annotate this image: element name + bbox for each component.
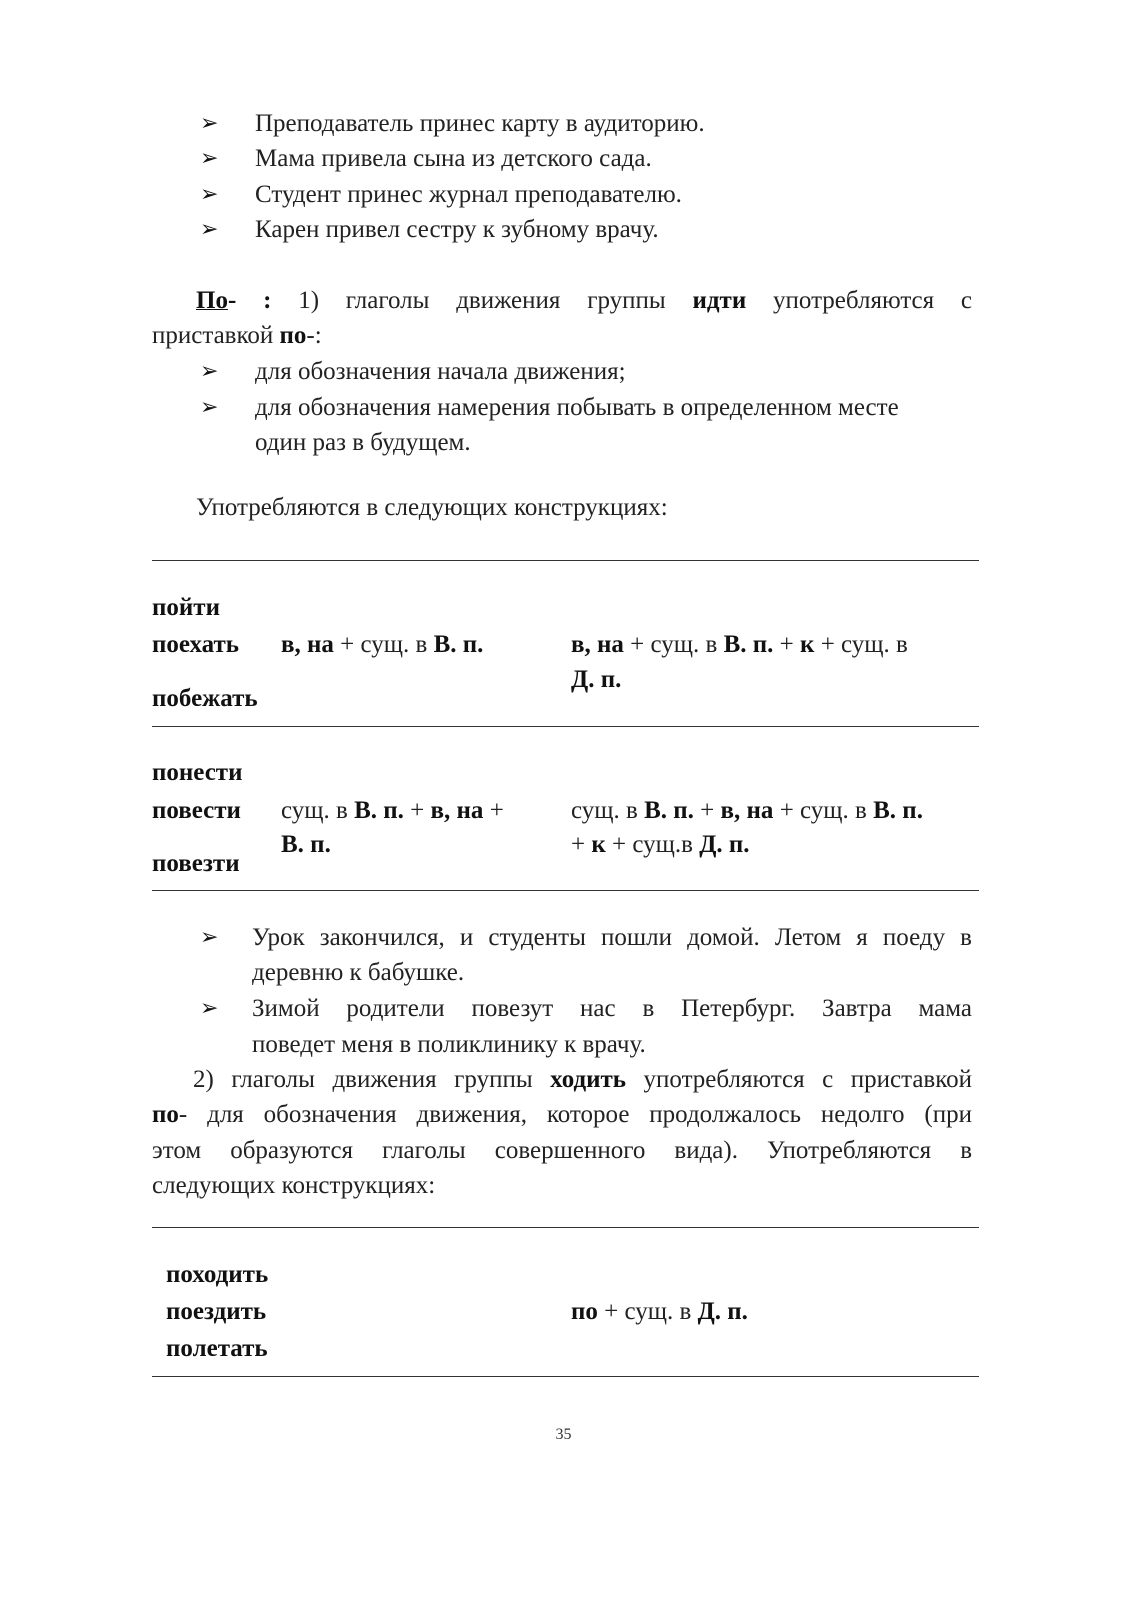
table-rule	[152, 1227, 979, 1228]
example-continuation: деревню к бабушке.	[252, 959, 465, 986]
example-text: Урок закончился, и студенты пошли домой. Летом я поеду в	[252, 924, 972, 951]
prefix-end: -:	[306, 322, 322, 349]
text-fragment: употребляются с приставкой	[626, 1066, 972, 1093]
text-fragment: + сущ. в	[623, 631, 724, 658]
verb-cell: поездить	[166, 1298, 267, 1325]
used-with-text: употребляются с	[773, 287, 973, 314]
bold-fragment: в, на	[281, 631, 334, 658]
bullet-text: Студент принес журнал преподавателю.	[255, 181, 682, 208]
text-fragment: +	[693, 797, 721, 824]
po-heading-line	[196, 283, 972, 319]
bullet-text: Преподаватель принес карту в аудиторию.	[255, 110, 705, 137]
arrow-bullet-icon: ➢	[200, 111, 219, 136]
table-rule	[152, 726, 979, 727]
section2-line-3: этом образуются глаголы совершенного вида). Употребляются в	[152, 1137, 972, 1164]
section2-line-2	[152, 1097, 972, 1133]
verb-cell: понести	[152, 759, 243, 786]
verb-cell: полетать	[166, 1335, 268, 1362]
bold-fragment: В. п.	[281, 831, 331, 858]
bold-fragment: В. п.	[644, 797, 694, 824]
text-fragment: сущ. в	[281, 797, 355, 824]
arrow-bullet-icon: ➢	[200, 925, 219, 950]
verb-cell: повезти	[152, 850, 240, 877]
prefix-label: По	[196, 287, 228, 314]
bullet-text: Мама привела сына из детского сада.	[255, 145, 652, 172]
arrow-bullet-icon: ➢	[200, 359, 219, 384]
text-fragment: +	[483, 797, 504, 824]
text-fragment: + сущ. в	[597, 1298, 698, 1325]
section2-line-1	[193, 1062, 972, 1098]
text-fragment: + сущ. в	[773, 797, 874, 824]
example-continuation: поведет меня в поликлинику к врачу.	[252, 1031, 646, 1058]
construction-cell-cont	[571, 662, 621, 698]
bold-fragment: В. п.	[354, 797, 404, 824]
verb-cell: походить	[166, 1261, 269, 1288]
arrow-bullet-icon: ➢	[200, 182, 219, 207]
construction-cell	[571, 1294, 748, 1330]
po-heading-line-2	[152, 318, 972, 354]
verb-khodit: ходить	[550, 1066, 627, 1093]
text-fragment: 2) глаголы движения группы	[193, 1066, 551, 1093]
table-rule	[152, 1376, 979, 1377]
text-fragment: + сущ. в	[814, 631, 908, 658]
construction-cell	[571, 793, 923, 829]
constructions-label: Употребляются в следующих конструкциях:	[196, 494, 668, 521]
bold-fragment: в, на	[571, 631, 624, 658]
bold-fragment: в, на	[720, 797, 774, 824]
bold-fragment: по	[571, 1298, 598, 1325]
construction-cell-cont	[281, 827, 331, 863]
bullet-continuation: один раз в будущем.	[255, 429, 471, 456]
arrow-bullet-icon: ➢	[200, 146, 219, 171]
arrow-bullet-icon: ➢	[200, 217, 219, 242]
text-fragment: сущ. в	[571, 797, 645, 824]
construction-cell	[281, 793, 504, 829]
table-rule	[152, 560, 979, 561]
bold-fragment: В. п.	[873, 797, 923, 824]
prefix-dash: - :	[227, 287, 272, 314]
intro-text: 1) глаголы движения группы	[298, 287, 666, 314]
bullet-text: для обозначения начала движения;	[255, 358, 626, 385]
construction-cell	[281, 627, 483, 663]
bold-fragment: к	[800, 631, 815, 658]
arrow-bullet-icon: ➢	[200, 395, 219, 420]
table-rule	[152, 890, 979, 891]
construction-cell-cont	[571, 827, 750, 863]
section2-line-4: следующих конструкциях:	[152, 1172, 436, 1199]
verb-idti: идти	[692, 287, 747, 314]
bold-fragment: в, на	[430, 797, 484, 824]
prefix-bold: по	[279, 322, 307, 349]
example-text: Зимой родители повезут нас в Петербург. Завтра мама	[252, 995, 972, 1022]
bullet-text: Карен привел сестру к зубному врачу.	[255, 216, 659, 243]
bold-fragment: Д. п.	[699, 831, 750, 858]
text-fragment: - для обозначения движения, которое продолжалось недолго (при	[178, 1101, 972, 1128]
text-fragment: +	[773, 631, 801, 658]
text-fragment: +	[403, 797, 431, 824]
bullet-text: для обозначения намерения побывать в определенном месте	[255, 394, 899, 421]
construction-cell	[571, 627, 908, 663]
verb-cell: повести	[152, 797, 241, 824]
bold-fragment: к	[591, 831, 606, 858]
bold-fragment: В. п.	[433, 631, 484, 658]
example-item	[200, 920, 972, 956]
arrow-bullet-icon: ➢	[200, 996, 219, 1021]
verb-cell: поехать	[152, 631, 240, 658]
text-fragment: + сущ.в	[605, 831, 700, 858]
text-fragment: + сущ. в	[333, 631, 434, 658]
prefix-word: приставкой	[152, 322, 274, 349]
bold-fragment: В. п.	[723, 631, 774, 658]
text-fragment: +	[571, 831, 592, 858]
bold-fragment: Д. п.	[571, 666, 622, 693]
bold-fragment: Д. п.	[697, 1298, 748, 1325]
page-number: 35	[555, 1426, 572, 1443]
verb-cell: побежать	[152, 685, 258, 712]
verb-cell: пойти	[152, 594, 220, 621]
prefix-bold: по	[152, 1101, 179, 1128]
example-item	[200, 991, 972, 1027]
